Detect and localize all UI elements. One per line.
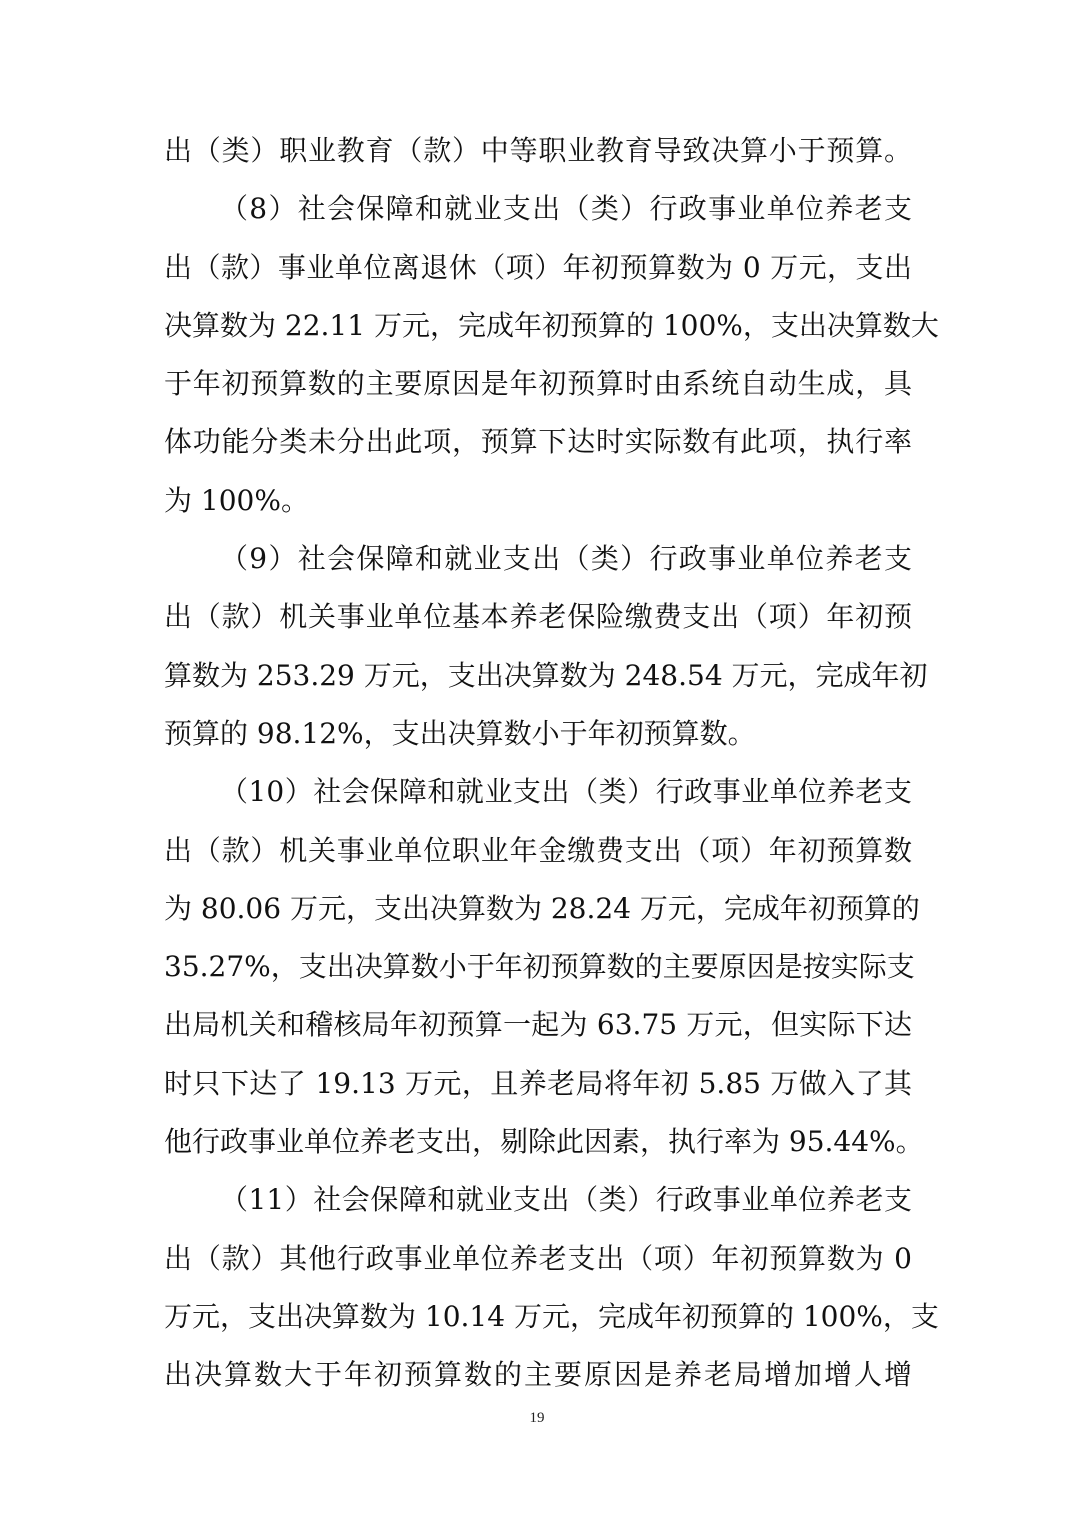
paragraph-11-line: 出决算数大于年初预算数的主要原因是养老局增加增人增	[164, 1358, 912, 1392]
page-number: 19	[529, 1410, 545, 1426]
paragraph-10-line: 出局机关和稽核局年初预算一起为 63.75 万元，但实际下达	[164, 1008, 912, 1042]
paragraph-8-line: 为 100%。	[164, 483, 309, 517]
text-line: 出（类）职业教育（款）中等职业教育导致决算小于预算。	[164, 134, 912, 167]
body-text	[164, 122, 939, 1405]
paragraph-10-line: （10）社会保障和就业支出（类）行政事业单位养老支	[220, 775, 912, 809]
paragraph-9-line: （9）社会保障和就业支出（类）行政事业单位养老支	[220, 542, 912, 576]
paragraph-9-line: 出（款）机关事业单位基本养老保险缴费支出（项）年初预	[164, 600, 912, 634]
paragraph-11-line: 出（款）其他行政事业单位养老支出（项）年初预算数为 0	[164, 1241, 912, 1275]
paragraph-9-line: 预算的 98.12%，支出决算数小于年初预算数。	[164, 716, 756, 750]
paragraph-8-line: 决算数为 22.11 万元，完成年初预算的 100%，支出决算数大	[164, 308, 939, 342]
paragraph-10-line: 时只下达了 19.13 万元，且养老局将年初 5.85 万做入了其	[164, 1066, 912, 1100]
paragraph-11-line: （11）社会保障和就业支出（类）行政事业单位养老支	[220, 1183, 912, 1217]
paragraph-10-line: 35.27%，支出决算数小于年初预算数的主要原因是按实际支	[164, 950, 915, 984]
paragraph-10-line: 为 80.06 万元，支出决算数为 28.24 万元，完成年初预算的	[164, 891, 920, 925]
paragraph-11-line: 万元，支出决算数为 10.14 万元，完成年初预算的 100%，支	[164, 1299, 939, 1333]
paragraph-8-line: 于年初预算数的主要原因是年初预算时由系统自动生成，具	[164, 367, 912, 401]
paragraph-8-line: 体功能分类未分出此项，预算下达时实际数有此项，执行率	[164, 425, 912, 459]
paragraph-10-line: 出（款）机关事业单位职业年金缴费支出（项）年初预算数	[164, 833, 912, 867]
paragraph-10-line: 他行政事业单位养老支出，剔除此因素，执行率为 95.44%。	[164, 1125, 924, 1159]
paragraph-8-line: 出（款）事业单位离退休（项）年初预算数为 0 万元，支出	[164, 250, 912, 284]
paragraph-8-line: （8）社会保障和就业支出（类）行政事业单位养老支	[220, 192, 912, 226]
paragraph-9-line: 算数为 253.29 万元，支出决算数为 248.54 万元，完成年初	[164, 658, 928, 692]
